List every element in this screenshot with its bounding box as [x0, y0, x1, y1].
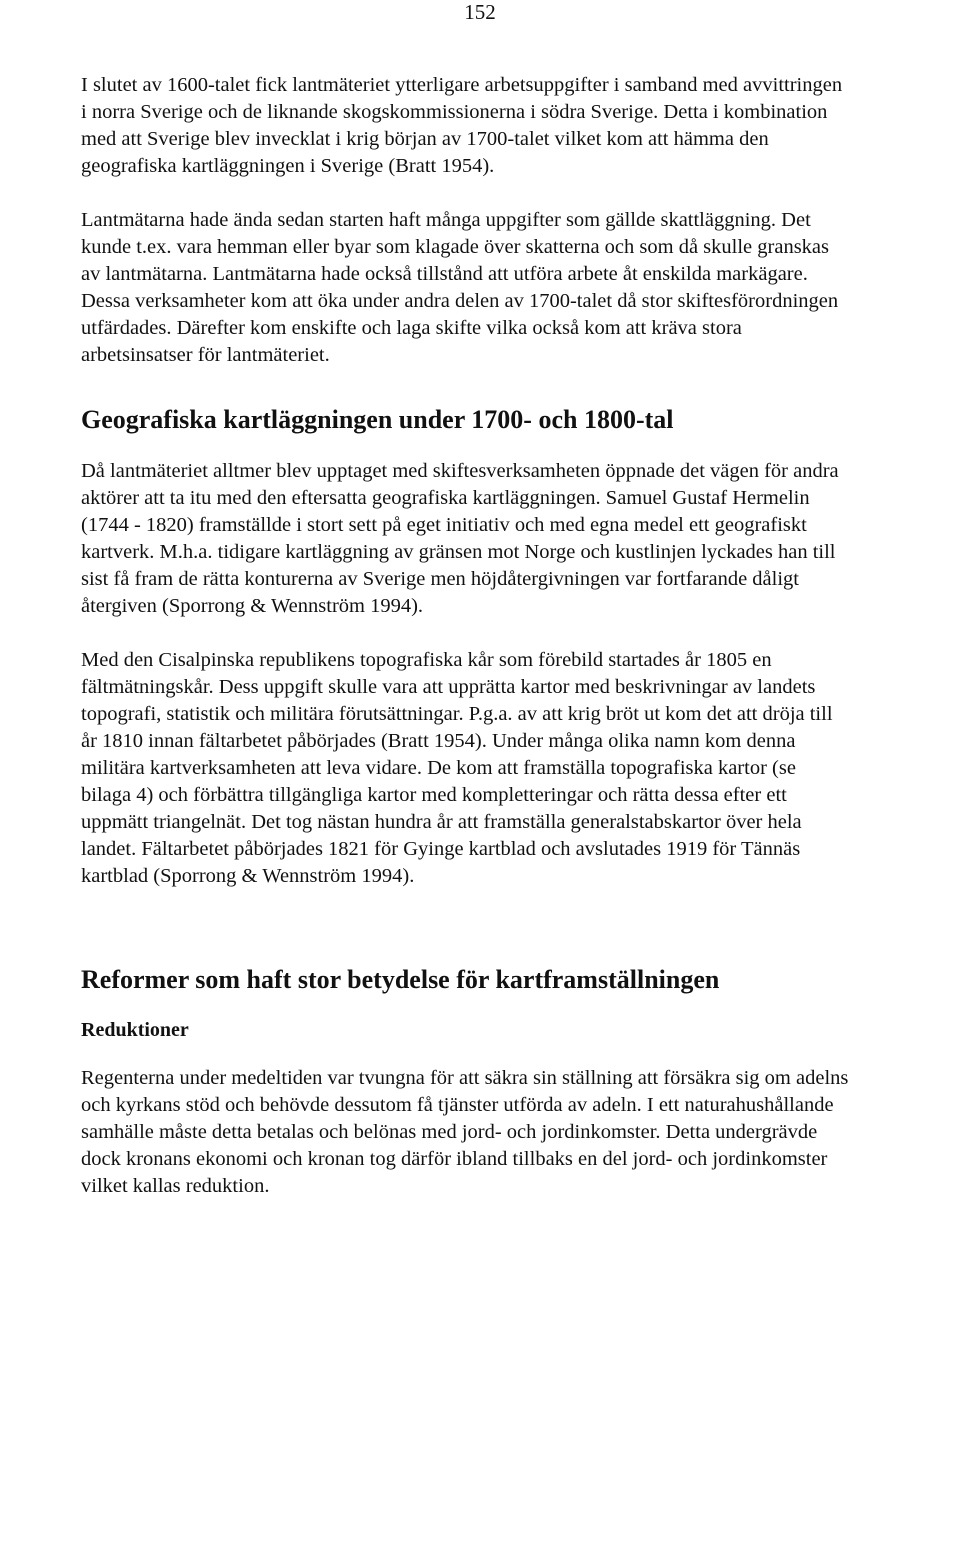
subsection-heading-reduktioner: Reduktioner — [81, 1019, 189, 1041]
text-line: och kyrkans stöd och behövde dessutom få tjänster utförda av adeln. I ett naturahushållande — [81, 1094, 834, 1116]
text-line: uppmätt triangelnät. Det tog nästan hundra år att framställa generalstabskartor över hela — [81, 811, 802, 833]
paragraph-avvittring — [81, 72, 951, 180]
text-line: aktörer att ta itu med den eftersatta geografiska kartläggningen. Samuel Gustaf Hermelin — [81, 487, 810, 509]
text-line: kunde t.ex. vara hemman eller byar som klagade över skatterna och som då skulle granskas — [81, 236, 829, 258]
text-line: arbetsinsatser för lantmäteriet. — [81, 344, 330, 366]
paragraph-skattlaggning — [81, 207, 951, 369]
text-line: fältmätningskår. Dess uppgift skulle vara att upprätta kartor med beskrivningar av landets — [81, 676, 816, 698]
text-line: kartverk. M.h.a. tidigare kartläggning av gränsen mot Norge och kustlinjen lyckades han till — [81, 541, 836, 563]
text-line: bilaga 4) och förbättra tillgängliga kartor med kompletteringar och rätta dessa efter ett — [81, 784, 787, 806]
paragraph-faltmatningskar — [81, 647, 951, 890]
text-line: Med den Cisalpinska republikens topografiska kår som förebild startades år 1805 en — [81, 649, 772, 671]
text-line: Regenterna under medeltiden var tvungna för att säkra sin ställning att försäkra sig om adelns — [81, 1067, 849, 1089]
page-number: 152 — [464, 0, 496, 24]
text-line: Då lantmäteriet alltmer blev upptaget med skiftesverksamheten öppnade det vägen för andra — [81, 460, 839, 482]
text-line: Dessa verksamheter kom att öka under andra delen av 1700-talet då stor skiftesförordningen — [81, 290, 839, 312]
text-line: Lantmätarna hade ända sedan starten haft många uppgifter som gällde skattläggning. Det — [81, 209, 811, 231]
text-line: i norra Sverige och de liknande skogskommissionerna i södra Sverige. Detta i kombination — [81, 101, 828, 123]
text-line: av lantmätarna. Lantmätarna hade också tillstånd att utföra arbete åt enskilda markägare. — [81, 263, 808, 285]
text-line: år 1810 innan fältarbetet påbörjades (Bratt 1954). Under många olika namn kom denna — [81, 730, 796, 752]
section-heading-reformer: Reformer som haft stor betydelse för kartframställningen — [81, 965, 720, 994]
text-line: landet. Fältarbetet påbörjades 1821 för Gyinge kartblad och avslutades 1919 för Tännäs — [81, 838, 801, 860]
text-line: återgiven (Sporrong & Wennström 1994). — [81, 595, 424, 617]
text-line: vilket kallas reduktion. — [81, 1175, 270, 1197]
page-content — [81, 72, 951, 1200]
text-line: med att Sverige blev invecklat i krig början av 1700-talet vilket kom att hämma den — [81, 128, 769, 150]
section-heading-geografiska: Geografiska kartläggningen under 1700- och 1800-tal — [81, 405, 674, 434]
text-line: I slutet av 1600-talet fick lantmäteriet ytterligare arbetsuppgifter i samband med avvittringen — [81, 74, 843, 96]
text-line: utfärdades. Därefter kom enskifte och laga skifte vilka också kom att kräva stora — [81, 317, 742, 339]
text-line: dock kronans ekonomi och kronan tog därför ibland tillbaks en del jord- och jordinkomster — [81, 1148, 828, 1170]
text-line: geografiska kartläggningen i Sverige (Bratt 1954). — [81, 155, 495, 177]
text-line: topografi, statistik och militära förutsättningar. P.g.a. av att krig bröt ut kom det att dröja till — [81, 703, 833, 725]
text-line: (1744 - 1820) framställde i stort sett på eget initiativ och med egna medel ett geografiskt — [81, 514, 807, 536]
paragraph-hermelin — [81, 458, 951, 620]
paragraph-reduktion — [81, 1065, 951, 1200]
text-line: samhälle måste detta betalas och belönas med jord- och jordinkomster. Detta undergrävde — [81, 1121, 818, 1143]
text-line: sist få fram de rätta konturerna av Sverige men höjdåtergivningen var fortfarande dåligt — [81, 568, 799, 590]
text-line: militära kartverksamheten att leva vidare. De kom att framställa topografiska kartor (se — [81, 757, 796, 779]
text-line: kartblad (Sporrong & Wennström 1994). — [81, 865, 415, 887]
